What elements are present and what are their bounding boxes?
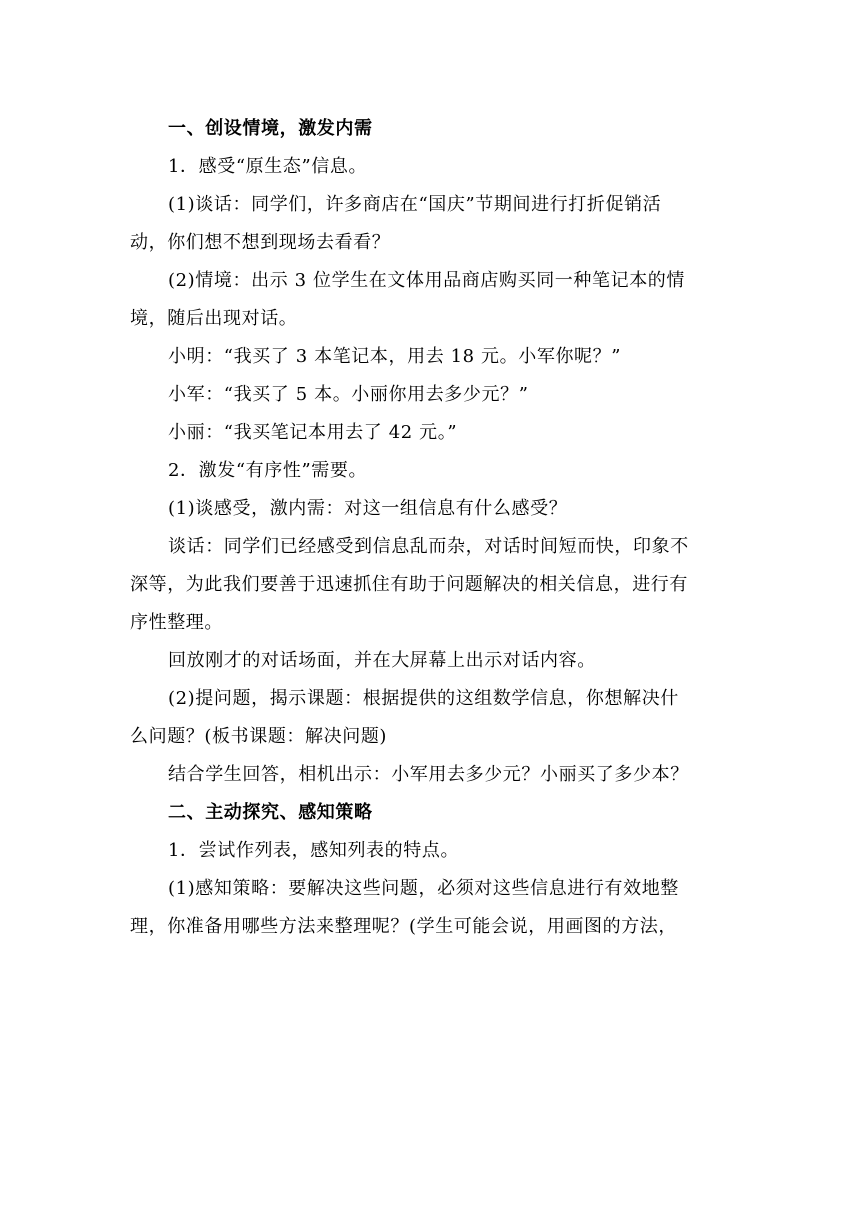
text-line: 回放刚才的对话场面，并在大屏幕上出示对话内容。	[168, 650, 596, 671]
text-line: 2．激发“有序性”需要。	[168, 460, 368, 481]
text-line: 序性整理。	[130, 612, 223, 633]
text-line: 深等，为此我们要善于迅速抓住有助于问题解决的相关信息，进行有	[130, 574, 688, 595]
text-line: (1)感知策略：要解决这些问题，必须对这些信息进行有效地整	[168, 878, 679, 899]
section-heading: 二、主动探究、感知策略	[168, 802, 373, 823]
text-line: 小丽：“我买笔记本用去了 42 元。”	[168, 422, 458, 443]
section-heading: 一、创设情境，激发内需	[168, 118, 373, 139]
text-line: (1)谈感受，激内需：对这一组信息有什么感受？	[168, 498, 568, 519]
text-line: 1．感受“原生态”信息。	[168, 156, 368, 177]
text-line: 动，你们想不想到现场去看看？	[130, 232, 391, 253]
text-line: (2)情境：出示 3 位学生在文体用品商店购买同一种笔记本的情	[168, 270, 685, 291]
text-line: 结合学生回答，相机出示：小军用去多少元？小丽买了多少本？	[168, 764, 689, 785]
text-line: 境，随后出现对话。	[130, 308, 298, 329]
text-line: 么问题？(板书课题：解决问题)	[130, 726, 388, 747]
text-line: 理，你准备用哪些方法来整理呢？(学生可能会说，用画图的方法，	[130, 916, 678, 937]
text-line: 小军：“我买了 5 本。小丽你用去多少元？”	[168, 384, 529, 405]
text-line: 1．尝试作列表，感知列表的特点。	[168, 840, 460, 861]
text-line: (1)谈话：同学们，许多商店在“国庆”节期间进行打折促销活	[168, 194, 662, 215]
document-page	[130, 110, 742, 946]
text-line: 小明：“我买了 3 本笔记本，用去 18 元。小军你呢？”	[168, 346, 622, 367]
text-line: (2)提问题，揭示课题：根据提供的这组数学信息，你想解决什	[168, 688, 679, 709]
text-line: 谈话：同学们已经感受到信息乱而杂，对话时间短而快，印象不	[168, 536, 689, 557]
